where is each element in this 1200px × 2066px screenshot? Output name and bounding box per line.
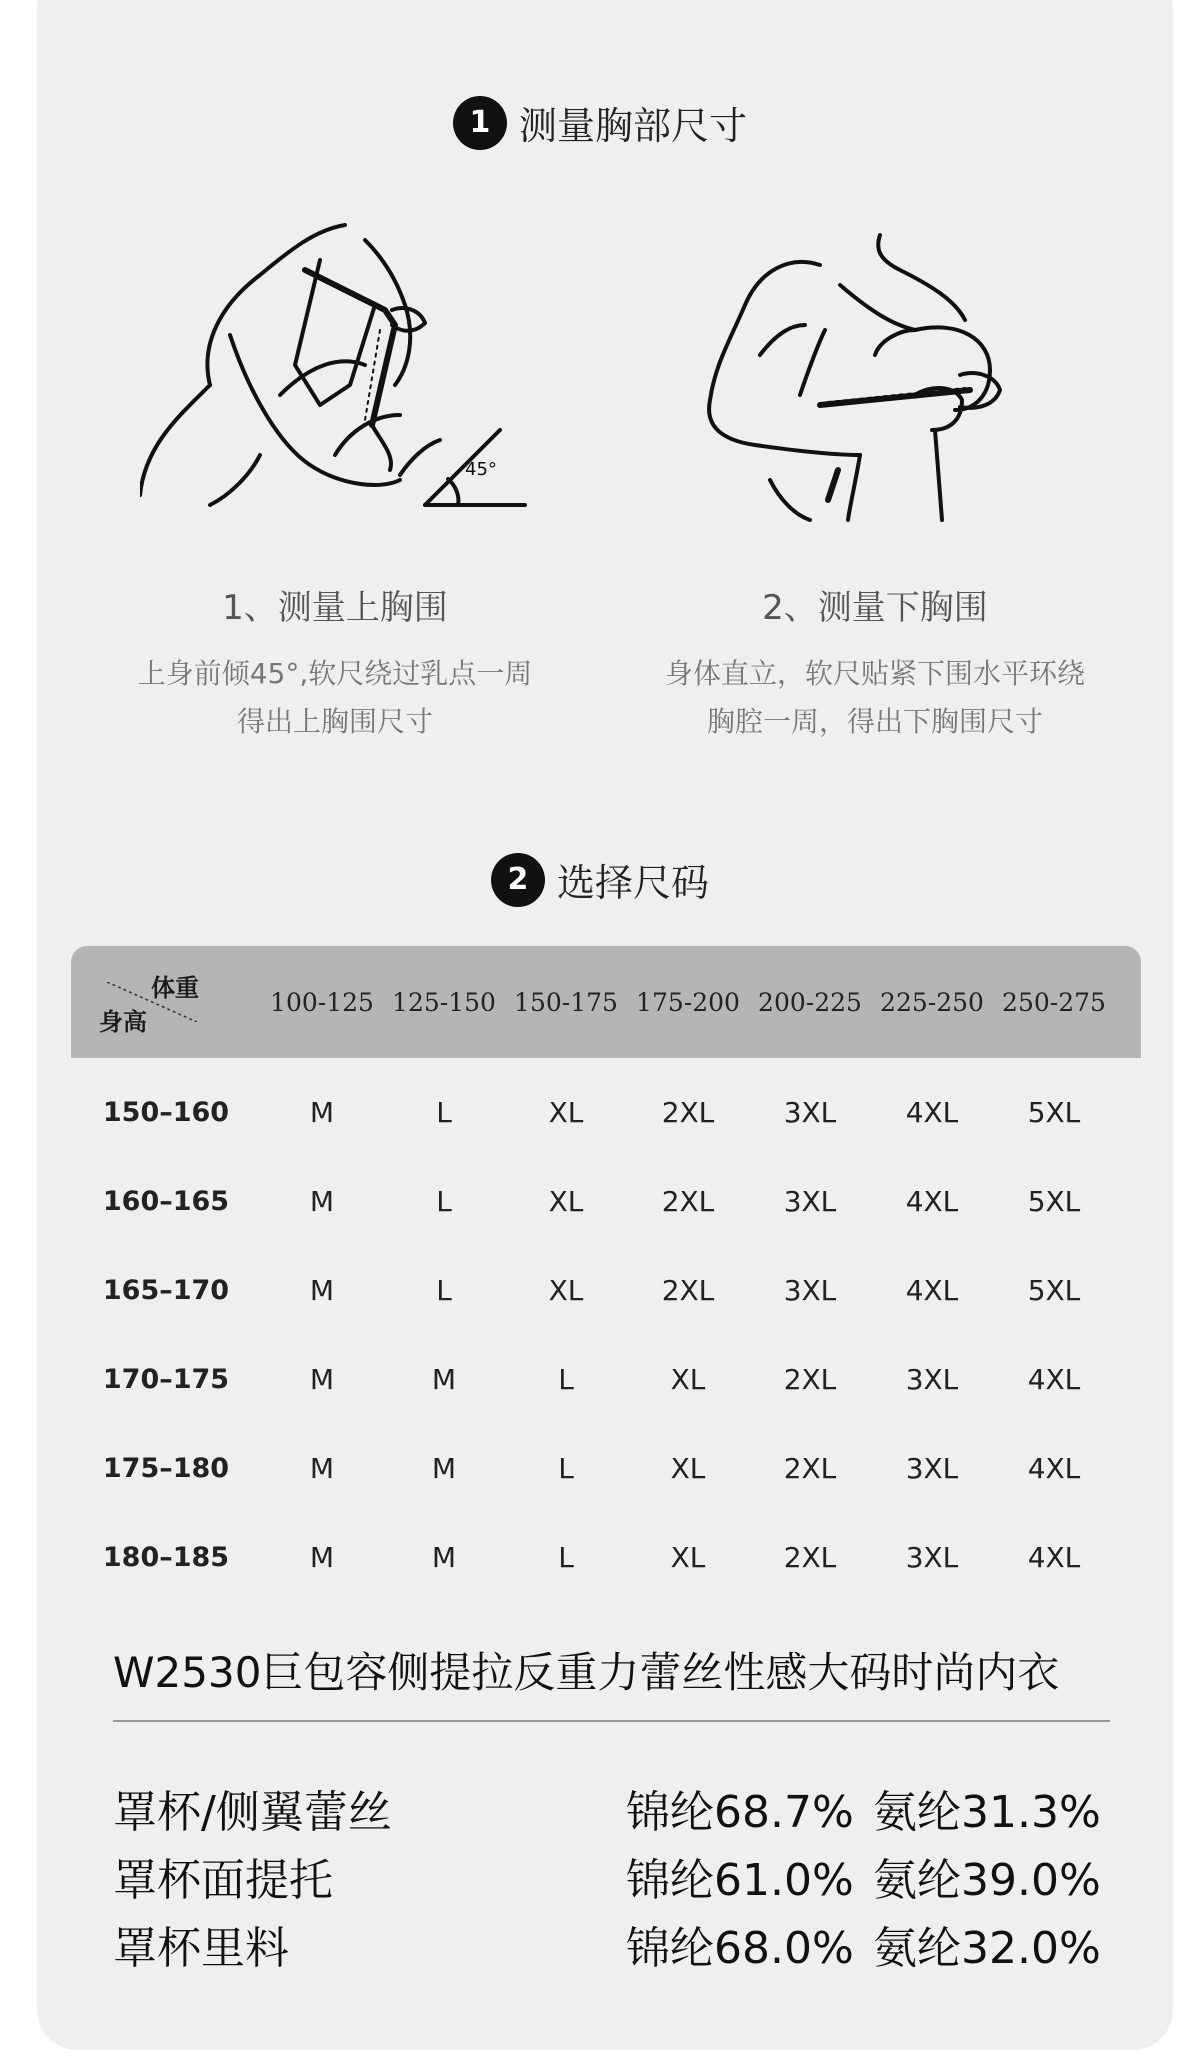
size-cell: 4XL — [1027, 1541, 1081, 1574]
step-title-upper-bust: 1、测量上胸围 — [222, 588, 448, 628]
size-cell: L — [558, 1452, 574, 1485]
step-number-badge: 1 — [453, 96, 507, 150]
step-desc-upper-bust — [75, 650, 595, 746]
table-row — [71, 1246, 1141, 1335]
size-cell: 2XL — [661, 1096, 715, 1129]
material-fiber: 锦纶61.0% — [626, 1855, 854, 1906]
size-cell: 5XL — [1027, 1274, 1081, 1307]
product-title: W2530巨包容侧提拉反重力蕾丝性感大码时尚内衣 — [113, 1648, 1060, 1697]
under-bust-illustration — [700, 225, 1040, 525]
size-cell: 2XL — [783, 1452, 837, 1485]
material-row — [113, 1776, 1113, 1836]
weight-column-header: 225-250 — [880, 987, 984, 1017]
size-cell: XL — [548, 1274, 584, 1307]
material-part: 罩杯里料 — [113, 1923, 289, 1974]
material-part: 罩杯面提托 — [113, 1855, 333, 1906]
size-cell: XL — [670, 1452, 706, 1485]
material-fiber: 氨纶39.0% — [873, 1855, 1101, 1906]
material-fiber: 锦纶68.7% — [626, 1787, 854, 1838]
size-cell: 2XL — [661, 1185, 715, 1218]
size-cell: XL — [548, 1185, 584, 1218]
height-cell: 175–180 — [102, 1453, 230, 1484]
step-desc-line: 身体直立，软尺贴紧下围水平环绕 — [664, 657, 1085, 690]
step-desc-line: 胸腔一周，得出下胸围尺寸 — [706, 705, 1043, 738]
size-cell: 4XL — [905, 1096, 959, 1129]
table-row — [71, 1157, 1141, 1246]
height-cell: 160–165 — [102, 1186, 230, 1217]
size-cell: 4XL — [905, 1274, 959, 1307]
table-row — [71, 1513, 1141, 1602]
size-cell: 3XL — [783, 1185, 837, 1218]
size-chart-table — [71, 946, 1141, 1602]
size-cell: XL — [548, 1096, 584, 1129]
material-fiber: 氨纶32.0% — [873, 1923, 1101, 1974]
weight-column-header: 125-150 — [392, 987, 496, 1017]
size-chart-header — [71, 946, 1141, 1058]
weight-header: 体重 — [151, 974, 199, 1002]
upper-bust-illustration — [140, 215, 540, 515]
size-cell: M — [431, 1363, 457, 1396]
section-title-text: 测量胸部尺寸 — [518, 104, 747, 148]
weight-column-header: 250-275 — [1002, 987, 1106, 1017]
size-cell: 3XL — [905, 1541, 959, 1574]
size-cell: M — [309, 1096, 335, 1129]
size-cell: 4XL — [1027, 1452, 1081, 1485]
step-desc-line: 上身前倾45°,软尺绕过乳点一周 — [137, 657, 533, 690]
size-cell: 4XL — [905, 1185, 959, 1218]
weight-column-header: 200-225 — [758, 987, 862, 1017]
size-cell: 2XL — [783, 1541, 837, 1574]
size-cell: 3XL — [783, 1096, 837, 1129]
material-row — [113, 1844, 1113, 1904]
height-header: 身高 — [99, 1008, 147, 1036]
size-cell: M — [431, 1541, 457, 1574]
size-cell: XL — [670, 1541, 706, 1574]
size-cell: M — [309, 1274, 335, 1307]
height-cell: 170–175 — [102, 1364, 230, 1395]
step-number-badge: 2 — [491, 853, 545, 907]
section-title-size — [0, 852, 1200, 907]
material-row — [113, 1912, 1113, 1972]
size-cell: L — [558, 1541, 574, 1574]
table-corner-cell — [71, 946, 261, 1058]
size-cell: 5XL — [1027, 1096, 1081, 1129]
table-row — [71, 1335, 1141, 1424]
size-cell: L — [558, 1363, 574, 1396]
size-cell: M — [309, 1185, 335, 1218]
angle-label: 45° — [465, 459, 497, 480]
table-row — [71, 1068, 1141, 1157]
weight-column-header: 100-125 — [270, 987, 374, 1017]
size-cell: L — [436, 1185, 452, 1218]
height-cell: 165–170 — [102, 1275, 230, 1306]
size-cell: 3XL — [905, 1363, 959, 1396]
size-cell: XL — [670, 1363, 706, 1396]
size-cell: M — [431, 1452, 457, 1485]
height-cell: 180–185 — [102, 1542, 230, 1573]
size-cell: L — [436, 1274, 452, 1307]
step-desc-line: 得出上胸围尺寸 — [236, 705, 433, 738]
size-cell: M — [309, 1452, 335, 1485]
size-cell: 4XL — [1027, 1363, 1081, 1396]
step-desc-under-bust — [615, 650, 1135, 746]
material-part: 罩杯/侧翼蕾丝 — [113, 1787, 392, 1838]
size-cell: M — [309, 1541, 335, 1574]
divider — [113, 1720, 1110, 1722]
weight-column-header: 150-175 — [514, 987, 618, 1017]
size-cell: 3XL — [783, 1274, 837, 1307]
height-cell: 150–160 — [102, 1097, 230, 1128]
size-cell: 5XL — [1027, 1185, 1081, 1218]
table-row — [71, 1424, 1141, 1513]
step-title-under-bust: 2、测量下胸围 — [762, 588, 988, 628]
size-cell: L — [436, 1096, 452, 1129]
size-cell: 2XL — [661, 1274, 715, 1307]
weight-column-header: 175-200 — [636, 987, 740, 1017]
size-cell: M — [309, 1363, 335, 1396]
material-fiber: 氨纶31.3% — [873, 1787, 1101, 1838]
section-title-text: 选择尺码 — [556, 861, 709, 905]
section-title-measure — [0, 95, 1200, 150]
size-cell: 3XL — [905, 1452, 959, 1485]
material-fiber: 锦纶68.0% — [626, 1923, 854, 1974]
size-cell: 2XL — [783, 1363, 837, 1396]
